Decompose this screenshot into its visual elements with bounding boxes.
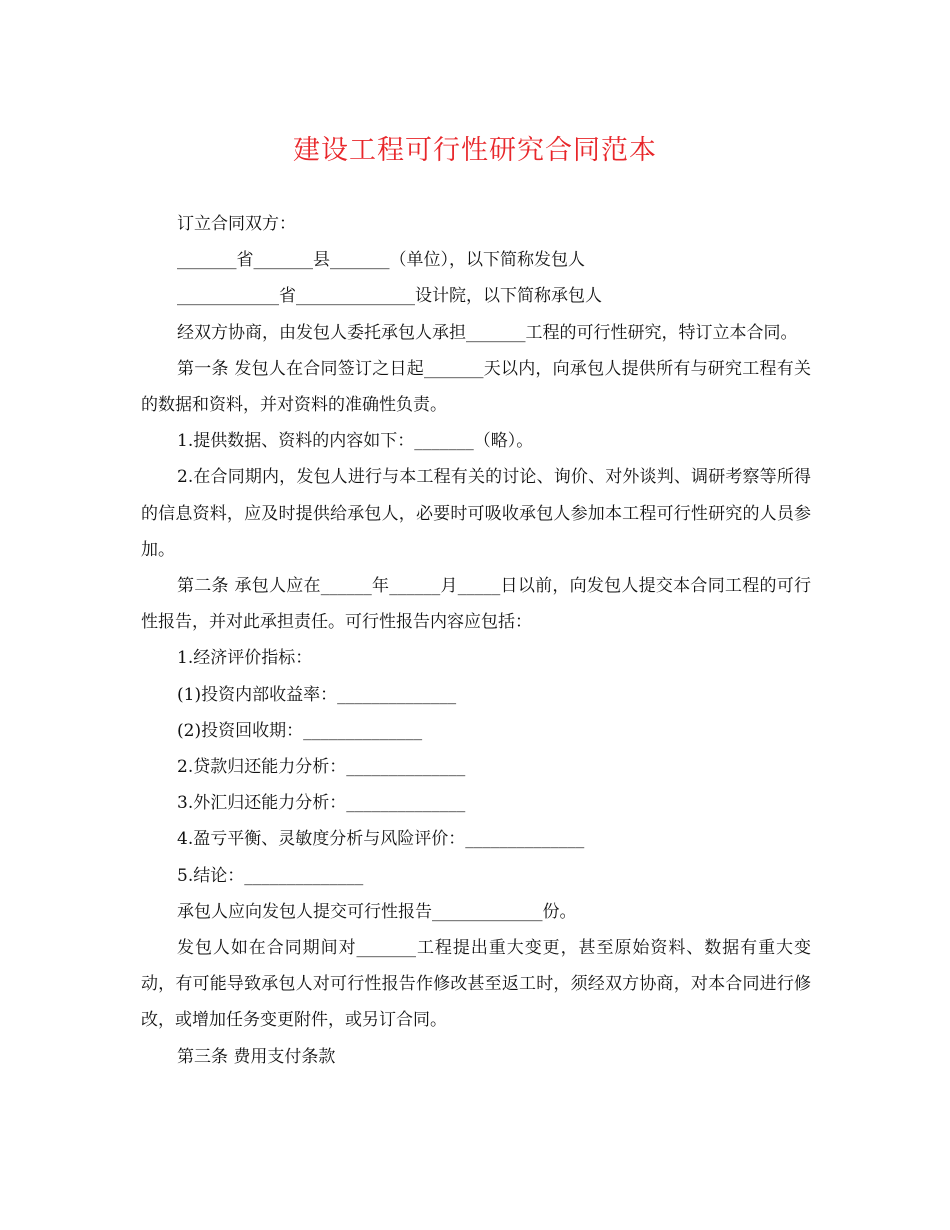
document-body [141, 206, 811, 1075]
paragraph-article-3: 第三条 费用支付条款 [177, 1046, 336, 1067]
paragraph-contractor: ____________省______________设计院，以下简称承包人 [177, 286, 602, 307]
paragraph-change-clause: 发包人如在合同期间对_______工程提出重大变更，甚至原始资料、数据有重大变动，有可能导致承包人对可行性报告作修改甚至返工时，须经双方协商，对本合同进行修改，或增加任务变更附件，或另订合同。 [141, 938, 811, 1031]
paragraph-article-1-item-1: 1.提供数据、资料的内容如下：_______（略）。 [177, 431, 534, 452]
paragraph-report-copies: 承包人应向发包人提交可行性报告_____________份。 [177, 901, 577, 922]
paragraph-article-2-item-1-1: (1)投资内部收益率：______________ [177, 684, 457, 705]
paragraph-article-2-item-1-2: (2)投资回收期：______________ [177, 720, 423, 741]
paragraph-article-2-item-3: 3.外汇归还能力分析：______________ [177, 793, 466, 814]
paragraph-article-1: 第一条 发包人在合同签订之日起_______天以内，向承包人提供所有与研究工程有关的数据和资料，并对资料的准确性负责。 [141, 358, 811, 416]
paragraph-article-2-item-1: 1.经济评价指标： [177, 648, 313, 669]
paragraph-article-1-item-2: 2.在合同期内，发包人进行与本工程有关的讨论、询价、对外谈判、调研考察等所得的信息资料，应及时提供给承包人，必要时可吸收承包人参加本工程可行性研究的人员参加。 [141, 467, 811, 560]
paragraph-article-2: 第二条 承包人应在______年______月_____日以前，向发包人提交本合同工程的可行性报告，并对此承担责任。可行性报告内容应包括： [141, 576, 811, 633]
paragraph-article-2-item-2: 2.贷款归还能力分析：______________ [177, 757, 466, 778]
paragraph-article-2-item-4: 4.盈亏平衡、灵敏度分析与风险评价：______________ [177, 829, 585, 850]
paragraph-article-2-item-5: 5.结论：______________ [177, 865, 364, 886]
document-title: 建设工程可行性研究合同范本 [293, 135, 657, 166]
paragraph-agreement: 经双方协商，由发包人委托承包人承担_______工程的可行性研究，特订立本合同。 [177, 322, 798, 343]
paragraph-employer: _______省_______县_______（单位），以下简称发包人 [177, 250, 585, 271]
paragraph-parties-heading: 订立合同双方： [177, 214, 296, 234]
